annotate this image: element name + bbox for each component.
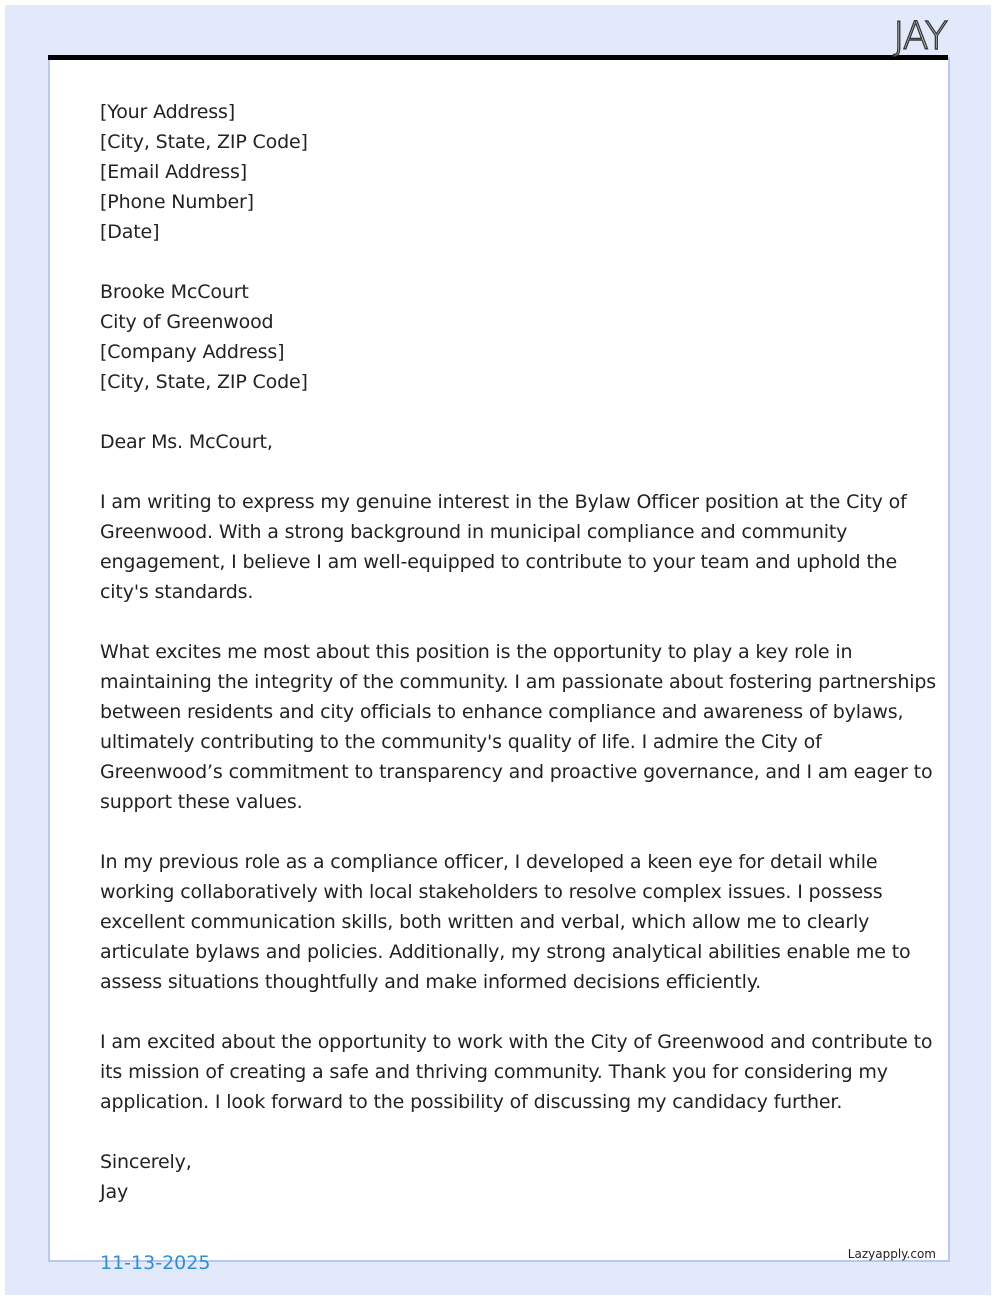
- paragraph-line: articulate bylaws and policies. Additionally, my strong analytical abilities enable me to: [100, 941, 911, 963]
- paragraph-line: I am writing to express my genuine interest in the Bylaw Officer position at the City of: [100, 491, 907, 513]
- header-rule: [48, 55, 948, 60]
- logo: JAY: [893, 14, 947, 58]
- paragraph-line: engagement, I believe I am well-equipped to contribute to your team and uphold the: [100, 551, 898, 573]
- footer-site-credit: Lazyapply.com: [847, 1247, 936, 1261]
- paragraph-line: excellent communication skills, both written and verbal, which allow me to clearly: [100, 911, 870, 933]
- letter-body: [100, 97, 936, 1207]
- sender-date: [Date]: [100, 221, 160, 243]
- recipient-company: City of Greenwood: [100, 311, 274, 333]
- footer-date: 11-13-2025: [100, 1252, 211, 1274]
- sender-city-state-zip: [City, State, ZIP Code]: [100, 131, 308, 153]
- paragraph-line: In my previous role as a compliance officer, I developed a keen eye for detail while: [100, 851, 878, 873]
- salutation-text: Dear Ms. McCourt,: [100, 431, 273, 453]
- paragraph-line: its mission of creating a safe and thriving community. Thank you for considering my: [100, 1061, 888, 1083]
- paragraph-line: ultimately contributing to the community's quality of life. I admire the City of: [100, 731, 822, 753]
- paragraph-line: What excites me most about this position is the opportunity to play a key role in: [100, 641, 853, 663]
- signature: Jay: [100, 1181, 129, 1203]
- paragraph-line: assess situations thoughtfully and make informed decisions efficiently.: [100, 971, 762, 993]
- sender-phone: [Phone Number]: [100, 191, 254, 213]
- paragraph-2: [100, 637, 936, 817]
- sender-block: [100, 97, 900, 247]
- paragraph-line: I am excited about the opportunity to work with the City of Greenwood and contribute to: [100, 1031, 933, 1053]
- recipient-block: [100, 277, 900, 397]
- paragraph-line: working collaboratively with local stakeholders to resolve complex issues. I possess: [100, 881, 883, 903]
- paragraph-line: Greenwood. With a strong background in municipal compliance and community: [100, 521, 848, 543]
- sender-email: [Email Address]: [100, 161, 247, 183]
- closing-block: [100, 1147, 900, 1207]
- paragraph-line: Greenwood’s commitment to transparency and proactive governance, and I am eager to: [100, 761, 933, 783]
- paragraph-line: between residents and city officials to enhance compliance and awareness of bylaws,: [100, 701, 904, 723]
- recipient-city-state-zip: [City, State, ZIP Code]: [100, 371, 308, 393]
- recipient-address: [Company Address]: [100, 341, 285, 363]
- paragraph-line: support these values.: [100, 791, 303, 813]
- paragraph-3: [100, 847, 911, 997]
- recipient-name: Brooke McCourt: [100, 281, 249, 303]
- salutation: [100, 427, 900, 457]
- sender-address: [Your Address]: [100, 101, 235, 123]
- closing: Sincerely,: [100, 1151, 192, 1173]
- paragraph-line: maintaining the integrity of the community. I am passionate about fostering partnerships: [100, 671, 936, 693]
- paragraph-line: application. I look forward to the possibility of discussing my candidacy further.: [100, 1091, 843, 1113]
- paragraph-4: [100, 1027, 933, 1117]
- paragraph-1: [100, 487, 907, 607]
- paragraph-line: city's standards.: [100, 581, 254, 603]
